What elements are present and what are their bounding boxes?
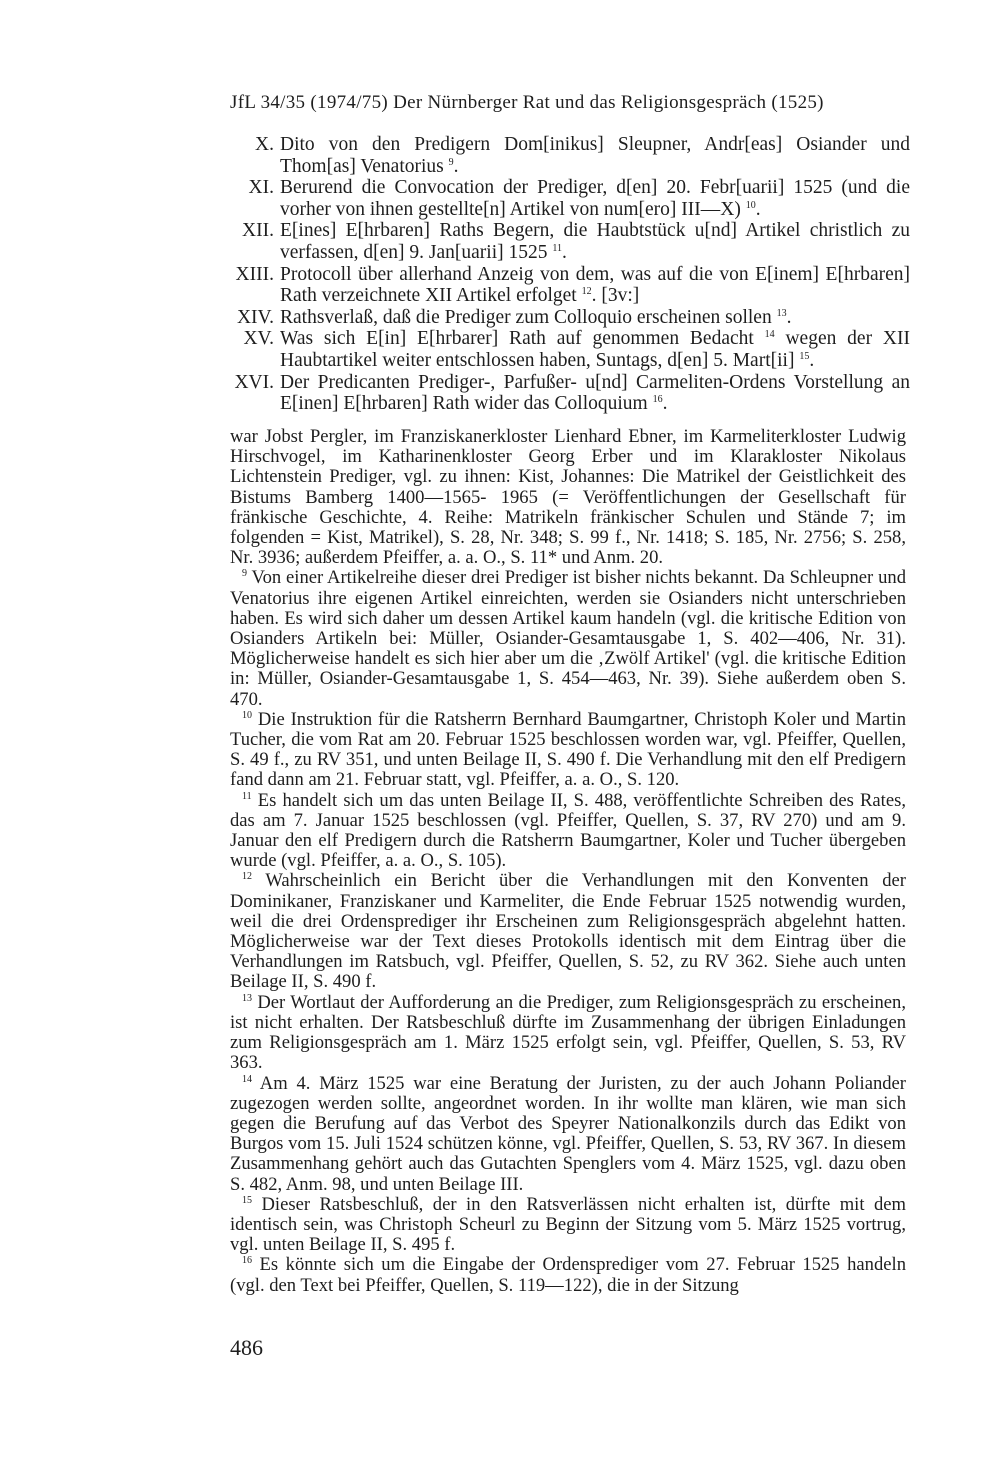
- article-item: [220, 372, 910, 415]
- article-item: [220, 328, 910, 371]
- footnote-number: 15: [242, 1194, 252, 1206]
- article-number: XVI.: [234, 371, 274, 393]
- footnote: $^{10}$ Die Instruktion für die Ratsherrn Bernhard Baumgartner, Christoph Koler und Martin Tucher, die vom Rat am 20. Februar 1525 beschlossen worden war, vgl. Pfeiffer, Quellen, S. 49 f., zu RV 351, und unten Beilage II, S. 490 f. Die Verhandlung mit den elf Predigern fand dann am 21. Februar statt, vgl. Pfeiffer, a. a. O., S. 120.: [230, 708, 906, 791]
- article-item: [220, 307, 910, 329]
- footnote: $^{12}$ Wahrscheinlich ein Bericht über die Verhandlungen mit den Konventen der Dominikaner, Franziskaner und Karmeliter, die Ende Februar 1525 notwendig wurden, weil die drei Ordensprediger ihr Erscheinen zum Religionsgespräch abgelehnt hatten. Möglicherweise war der Text dieses Protokolls identisch mit dem Eintrag über die Verhandlungen im Ratsbuch, vgl. Pfeiffer, Quellen, S. 52, zu RV 362. Siehe auch unten Beilage II, S. 490 f.: [230, 870, 906, 993]
- article-text: Dito von den Predigern Dom[inikus] Sleupner, Andr[eas] Osiander und Thom[as] Venatorius $^9$.: [280, 134, 910, 177]
- footnote: $^{14}$ Am 4. März 1525 war eine Beratung der Juristen, zu der auch Johann Poliander zugezogen werden sollte, angeordnet worden. In ihr wollte man klären, wie man sich gegen die Berufung auf das Verbot des Speyrer Nationalkonzils durch das Edikt von Burgos vom 15. Juli 1524 schützen könne, vgl. Pfeiffer, Quellen, S. 53, RV 367. In diesem Zusammenhang gehört auch das Gutachten Spenglers vom 4. März 1525, vgl. dazu oben S. 482, Anm. 98, und unten Beilage III.: [230, 1072, 906, 1195]
- footnote: $^{13}$ Der Wortlaut der Aufforderung an die Prediger, zum Religionsgespräch zu erscheinen, ist nicht erhalten. Der Ratsbeschluß dürfte im Zusammenhang der übrigen Einladungen zum Religionsgespräch am 1. März 1525 erfolgt sein, vgl. Pfeiffer, Quellen, S. 53, RV 363.: [230, 991, 906, 1074]
- footnote-number: 13: [242, 992, 252, 1004]
- article-text: Was sich E[in] E[hrbarer] Rath auf genommen Bedacht $^{14}$ wegen der XII Haubtartikel weiter entschlossen haben, Suntags, d[en] 5. Mart[ii] $^{15}$.: [280, 328, 910, 371]
- footnote-ref: 11: [552, 242, 563, 254]
- article-number: X.: [255, 134, 274, 155]
- article-item: [220, 134, 910, 177]
- footnote: $^{11}$ Es handelt sich um das unten Beilage II, S. 488, veröffentlichte Schreiben des Rates, das am 7. Januar 1525 beschlossen (vgl. Pfeiffer, Quellen, S. 37, RV 270) und am 9. Januar den elf Predigern durch die Ratsherrn Baumgartner, Koler und Tucher übergeben wurde (vgl. Pfeiffer, a. a. O., S. 105).: [230, 789, 906, 872]
- footnotes: [230, 427, 906, 1296]
- article-list: [220, 134, 910, 415]
- page-number: 486: [230, 1335, 263, 1360]
- article-number: XII.: [242, 220, 274, 242]
- article-item: [220, 177, 910, 220]
- footnote-number: 16: [242, 1255, 252, 1267]
- footnote-number: 10: [242, 709, 252, 721]
- article-number: XI.: [248, 177, 274, 199]
- article-text: Rathsverlaß, daß die Prediger zum Colloquio erscheinen sollen $^{13}$.: [280, 306, 792, 328]
- footnote-ref: 16: [652, 394, 663, 406]
- article-number: XV.: [243, 328, 274, 350]
- article-text: E[ines] E[hrbaren] Raths Begern, die Haubtstück u[nd] Artikel christlich zu verfassen, d[en] 9. Jan[uarii] 1525 $^{11}$.: [280, 220, 910, 263]
- article-text: Protocoll über allerhand Anzeig von dem, was auf die von E[inem] E[hrbaren] Rath verzeichnete XII Artikel erfolget $^{12}$. [3v:]: [280, 263, 910, 307]
- footnote-number: 9: [242, 568, 247, 580]
- footnote: $^{16}$ Es könnte sich um die Eingabe der Ordensprediger vom 27. Februar 1525 handeln (vgl. den Text bei Pfeiffer, Quellen, S. 119—122), die in der Sitzung: [230, 1254, 906, 1296]
- footnote-number: 11: [242, 790, 252, 802]
- footnote-ref: 9: [448, 156, 454, 168]
- footnote-ref: 15: [799, 350, 810, 362]
- article-text: Der Predicanten Prediger-, Parfußer- u[nd] Carmeliten-Ordens Vorstellung an E[inen] E[hrbaren] Rath wider das Colloquium $^{16}$.: [280, 371, 910, 415]
- article-text: Berurend die Convocation der Prediger, d[en] 20. Febr[uarii] 1525 (und die vorher von ihnen gestellte[n] Artikel von num[ero] III—X) $^{10}$.: [280, 177, 910, 220]
- footnote-ref: 12: [581, 286, 592, 298]
- running-head: JfL 34/35 (1974/75) Der Nürnberger Rat und das Religionsgespräch (1525): [230, 92, 824, 113]
- footnote-continuation: war Jobst Pergler, im Franziskanerkloster Lienhard Ebner, im Karmeliterkloster Ludwig Hirschvogel, im Katharinenkloster Georg Erber und im Klarakloster Nikolaus Lichtenstein Prediger, vgl. zu ihnen: Kist, Johannes: Die Matrikel der Geistlichkeit des Bistums Bamberg 1400—1565- 1965 (= Veröffentlichungen der Gesellschaft für fränkische Geschichte, 4. Reihe: Matrikeln fränkischer Schulen und Stände 7; im folgenden = Kist, Matrikel), S. 28, Nr. 348; S. 99 f., Nr. 1418; S. 185, Nr. 2756; S. 258, Nr. 3936; außerdem Pfeiffer, a. a. O., S. 11* und Anm. 20.: [230, 426, 906, 569]
- footnote-ref: 14: [764, 329, 775, 341]
- footnote-number: 12: [242, 871, 252, 883]
- article-item: [220, 220, 910, 263]
- article-item: [220, 264, 910, 307]
- footnote: $^{15}$ Dieser Ratsbeschluß, der in den Ratsverlässen nicht erhalten ist, dürfte mit dem identisch sein, was Christoph Scheurl zu Beginn der Sitzung vom 5. März 1525 vortrug, vgl. unten Beilage II, S. 495 f.: [230, 1193, 906, 1256]
- footnote-ref: 13: [776, 307, 787, 319]
- article-number: XIII.: [235, 263, 274, 285]
- article-number: XIV.: [236, 306, 274, 328]
- footnote: $^9$ Von einer Artikelreihe dieser drei Prediger ist bisher nichts bekannt. Da Schleupner und Venatorius ihre eigenen Artikel einreichten, werden sie Osianders nicht unterschrieben haben. Es wird sich daher um dessen Artikel kaum handeln (vgl. die kritische Edition von Osianders Artikeln bei: Müller, Osiander-Gesamtausgabe 1, S. 402—406, Nr. 31). Möglicherweise handelt es sich hier aber um die ‚Zwölf Artikel' (vgl. die kritische Edition in: Müller, Osiander-Gesamtausgabe 1, S. 454—463, Nr. 39). Siehe außerdem oben S. 470.: [230, 567, 907, 710]
- footnote-ref: 10: [745, 199, 756, 211]
- footnote-number: 14: [242, 1073, 252, 1085]
